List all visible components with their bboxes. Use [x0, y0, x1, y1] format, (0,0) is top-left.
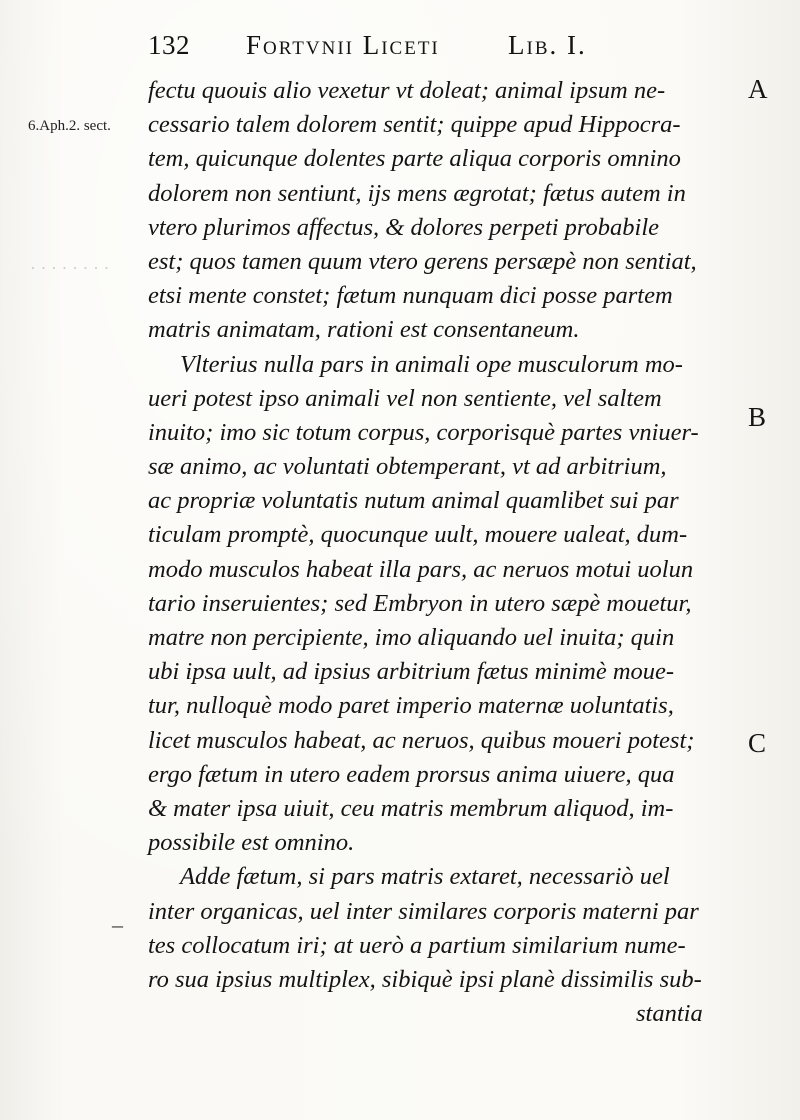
body-text [148, 74, 748, 1031]
text-line: & mater ipsa uiuit, ceu matris membrum aliquod, im- [148, 794, 674, 822]
text-line: matre non percipiente, imo aliquando uel inuita; quin [148, 624, 675, 651]
text-line: ac propriæ voluntatis nutum animal quamlibet sui par [148, 487, 679, 515]
text-line: modo musculos habeat illa pars, ac neruos motui uolun [148, 555, 694, 583]
text-line: ticulam promptè, quocunque uult, mouere ualeat, dum- [148, 521, 688, 549]
text-line: tur, nulloquè modo paret imperio maternæ uoluntatis, [148, 692, 674, 720]
catchword: stantia [636, 1000, 703, 1028]
text-line: ubi ipsa uult, ad ipsius arbitrium fætus minimè moue- [148, 658, 675, 686]
text-line: dolorem non sentiunt, ijs mens ægrotat; fætus autem in [148, 179, 686, 207]
text-line: tario inseruientes; sed Embryon in utero sæpè mouetur, [148, 589, 692, 617]
margin-marker-b: B [748, 402, 767, 432]
paragraph-start-line: Adde fætum, si pars matris extaret, necessariò uel [180, 863, 670, 891]
marginal-citation: 6.Aph.2. sect. [28, 118, 111, 134]
bleed-through-text: · · · · · · · · [30, 258, 110, 278]
page-number: 132 [148, 30, 190, 60]
text-line: tem, quicunque dolentes parte aliqua corporis omnino [148, 145, 681, 173]
text-line: fectu quouis alio vexetur vt doleat; animal ipsum ne- [148, 77, 666, 104]
text-line: etsi mente constet; fætum nunquam dici posse partem [148, 282, 673, 310]
text-line: matris animatam, rationi est consentaneum. [148, 316, 580, 344]
text-line: possibile est omnino. [148, 829, 355, 857]
margin-marker-c: C [748, 728, 767, 758]
text-line: ueri potest ipso animali vel non sentiente, vel saltem [148, 384, 662, 412]
text-line: ergo fætum in utero eadem prorsus anima uiuere, qua [148, 760, 675, 788]
margin-marker-a: A [748, 74, 768, 104]
text-line: vtero plurimos affectus, & dolores perpeti probabile [148, 213, 660, 241]
text-line: inter organicas, uel inter similares corporis materni par [148, 897, 699, 925]
paragraph-start-line: Vlterius nulla pars in animali ope musculorum mo- [180, 350, 683, 378]
margin-dash: – [112, 912, 123, 937]
text-line: tes collocatum iri; at uerò a partium similarium nume- [148, 931, 686, 959]
text-line: inuito; imo sic totum corpus, corporisquè partes vniuer- [148, 418, 699, 446]
book-number: Lib. I. [508, 30, 587, 60]
text-line: cessario talem dolorem sentit; quippe apud Hippocra- [148, 111, 681, 139]
text-line: sæ animo, ac voluntati obtemperant, vt ad arbitrium, [148, 453, 667, 481]
text-line: ro sua ipsius multiplex, sibiquè ipsi planè dissimilis sub- [148, 965, 702, 993]
page-header [148, 30, 708, 70]
text-line: est; quos tamen quum vtero gerens persæpè non sentiat, [148, 247, 697, 275]
text-line: licet musculos habeat, ac neruos, quibus moueri potest; [148, 726, 695, 754]
running-head: Fortvnii Liceti [246, 30, 440, 60]
